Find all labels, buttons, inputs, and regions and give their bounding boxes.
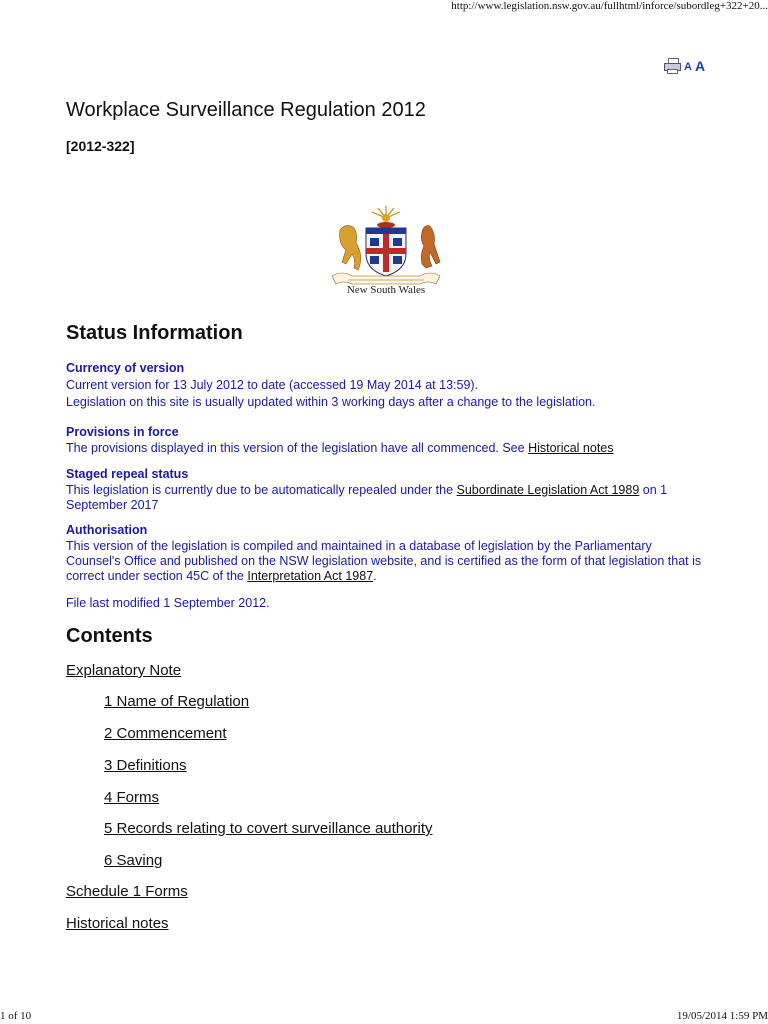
document-number: [2012-322] <box>66 138 135 154</box>
toolbar <box>664 58 705 73</box>
toc-explanatory-note[interactable]: Explanatory Note <box>66 662 182 679</box>
toc-clause-4[interactable]: 4 Forms <box>104 789 160 806</box>
interpretation-act-link[interactable]: Interpretation Act 1987 <box>247 569 374 583</box>
print-header-url: http://www.legislation.nsw.gov.au/fullhtml/inforce/subordleg+322+20... <box>451 0 768 12</box>
toc-clause-5[interactable]: 5 Records relating to covert surveillance authority <box>104 820 433 837</box>
status-heading: Status Information <box>66 322 243 344</box>
currency-label: Currency of version <box>66 361 185 375</box>
contents-heading: Contents <box>66 625 153 647</box>
toc-clause-2[interactable]: 2 Commencement <box>104 725 227 742</box>
font-smaller-button[interactable]: A <box>684 61 692 73</box>
crest-caption: New South Wales <box>346 284 426 296</box>
toc-clause-6[interactable]: 6 Saving <box>104 852 163 869</box>
subordinate-legislation-act-link[interactable]: Subordinate Legislation Act 1989 <box>456 483 640 497</box>
font-larger-button[interactable]: A <box>694 58 706 74</box>
historical-notes-link[interactable]: Historical notes <box>528 441 614 455</box>
currency-text-2: Legislation on this site is usually updated within 3 working days after a change to the legislation. <box>66 395 596 409</box>
print-footer-page: 1 of 10 <box>0 1010 32 1022</box>
toc-schedule-1[interactable]: Schedule 1 Forms <box>66 883 188 900</box>
toc-clause-1[interactable]: 1 Name of Regulation <box>104 693 250 710</box>
print-footer-datetime: 19/05/2014 1:59 PM <box>676 1010 768 1022</box>
staged-repeal-text: This legislation is currently due to be automatically repealed under the Subordinate Legislation Act 1989 on 1 September 2017 <box>66 483 668 512</box>
file-last-modified: File last modified 1 September 2012. <box>66 596 270 610</box>
provisions-label: Provisions in force <box>66 425 179 439</box>
document-title: Workplace Surveillance Regulation 2012 <box>66 99 426 121</box>
currency-text-1: Current version for 13 July 2012 to date (accessed 19 May 2014 at 13:59). <box>66 378 479 392</box>
toc-clause-3[interactable]: 3 Definitions <box>104 757 187 774</box>
authorisation-text: This version of the legislation is compiled and maintained in a database of legislation by the Parliamentary Counsel's Office and published on the NSW legislation website, and is certified as the form of that legislation that is correct under section 45C of the Interpretation Act 1987. <box>66 539 702 583</box>
printer-icon[interactable] <box>664 58 681 73</box>
staged-repeal-label: Staged repeal status <box>66 467 189 481</box>
toc-historical-notes[interactable]: Historical notes <box>66 915 169 932</box>
authorisation-label: Authorisation <box>66 523 148 537</box>
provisions-text: The provisions displayed in this version of the legislation have all commenced. See Historical notes <box>66 441 614 455</box>
